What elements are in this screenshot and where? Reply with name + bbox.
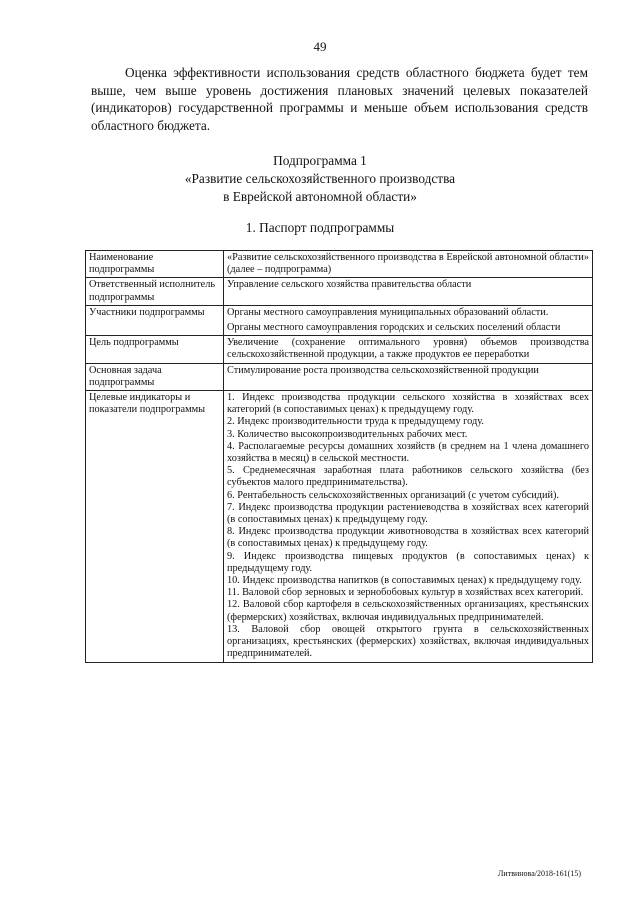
row-label: Цель подпрограммы [86, 336, 224, 363]
row-value-text: Органы местного самоуправления городских и сельских поселений области [227, 322, 561, 334]
indicator-list [224, 391, 593, 662]
table-row [86, 336, 593, 363]
section-title: 1. Паспорт подпрограммы [245, 220, 395, 235]
table-row [86, 251, 593, 278]
table-row [86, 363, 593, 390]
row-value [224, 336, 593, 363]
indicator-item: 4. Располагаемые ресурсы домашних хозяйств (в среднем на 1 члена домашнего хозяйства в месяц) в сельской местности. [227, 440, 589, 465]
row-value [224, 305, 593, 335]
row-value-text: Увеличение (сохранение оптимального уровня) объемов производства сельскохозяйственной продукции, а также продуктов ее переработки [227, 337, 589, 361]
intro-paragraph: Оценка эффективности использования средств областного бюджета будет тем выше, чем выше уровень достижения плановых значений целевых показателей (индикаторов) государственной программы и меньше объем использования средств областного бюджета. [91, 65, 588, 133]
subprogram-title-line2: «Развитие сельскохозяйственного производства [184, 170, 456, 186]
indicator-item: 10. Индекс производства напитков (в сопоставимых ценах) к предыдущему году. [227, 575, 582, 587]
indicator-item: 2. Индекс производительности труда к предыдущему году. [227, 416, 484, 428]
indicator-item: 9. Индекс производства пищевых продуктов (в сопоставимых ценах) к предыдущему году. [227, 550, 589, 574]
indicator-item: 3. Количество высокопроизводительных рабочих мест. [227, 428, 468, 440]
row-value-text: Управление сельского хозяйства правительства области [227, 279, 472, 291]
row-label: Ответственный исполнитель подпрограммы [86, 278, 224, 305]
row-label: Наименование подпрограммы [86, 251, 224, 278]
row-label: Основная задача подпрограммы [86, 363, 224, 390]
indicator-item: 12. Валовой сбор картофеля в сельскохозяйственных организациях, крестьянских (фермерских) хозяйствах, включая индивидуальных предпринимателей. [227, 599, 589, 623]
row-value [224, 251, 593, 278]
row-value-text: Стимулирование роста производства сельскохозяйственной продукции [227, 364, 539, 376]
indicator-item: 1. Индекс производства продукции сельского хозяйства в хозяйствах всех категорий (в сопоставимых ценах) к предыдущему году. [227, 392, 589, 416]
table-row [86, 391, 593, 662]
table-row [86, 278, 593, 305]
subprogram-title-line1: Подпрограмма 1 [273, 153, 367, 168]
row-value-text: «Развитие сельскохозяйственного производства в Еврейской автономной области» (далее – подпрограмма) [227, 252, 589, 276]
row-value-text: Органы местного самоуправления муниципальных образований области. [227, 306, 549, 318]
indicator-item: 6. Рентабельность сельскохозяйственных организаций (с учетом субсидий). [227, 489, 560, 501]
row-label: Участники подпрограммы [86, 305, 224, 335]
table-row [86, 305, 593, 335]
document-footer-code: Литвинова/2018-161(15) [498, 869, 581, 878]
indicator-item: 8. Индекс производства продукции животноводства в хозяйствах всех категорий (в сопоставимых ценах) к предыдущему году. [227, 526, 589, 550]
page-number: 49 [313, 39, 327, 54]
subprogram-heading [0, 152, 640, 205]
row-value [224, 363, 593, 390]
row-value [224, 278, 593, 305]
subprogram-title-line3: в Еврейской автономной области» [223, 188, 417, 204]
indicator-item: 5. Среднемесячная заработная плата работников сельского хозяйства (без субъектов малого предпринимательства). [227, 465, 589, 489]
indicator-item: 13. Валовой сбор овощей открытого грунта в сельскохозяйственных организациях, крестьянских (фермерских) хозяйствах, включая индивидуальных предпринимателей. [227, 623, 589, 660]
indicator-item: 11. Валовой сбор зерновых и зернобобовых культур в хозяйствах всех категорий. [227, 587, 584, 599]
row-label: Целевые индикаторы и показатели подпрограммы [86, 391, 224, 662]
passport-table [85, 250, 593, 663]
indicator-item: 7. Индекс производства продукции растениеводства в хозяйствах всех категорий (в сопоставимых ценах) к предыдущему году. [227, 501, 589, 526]
